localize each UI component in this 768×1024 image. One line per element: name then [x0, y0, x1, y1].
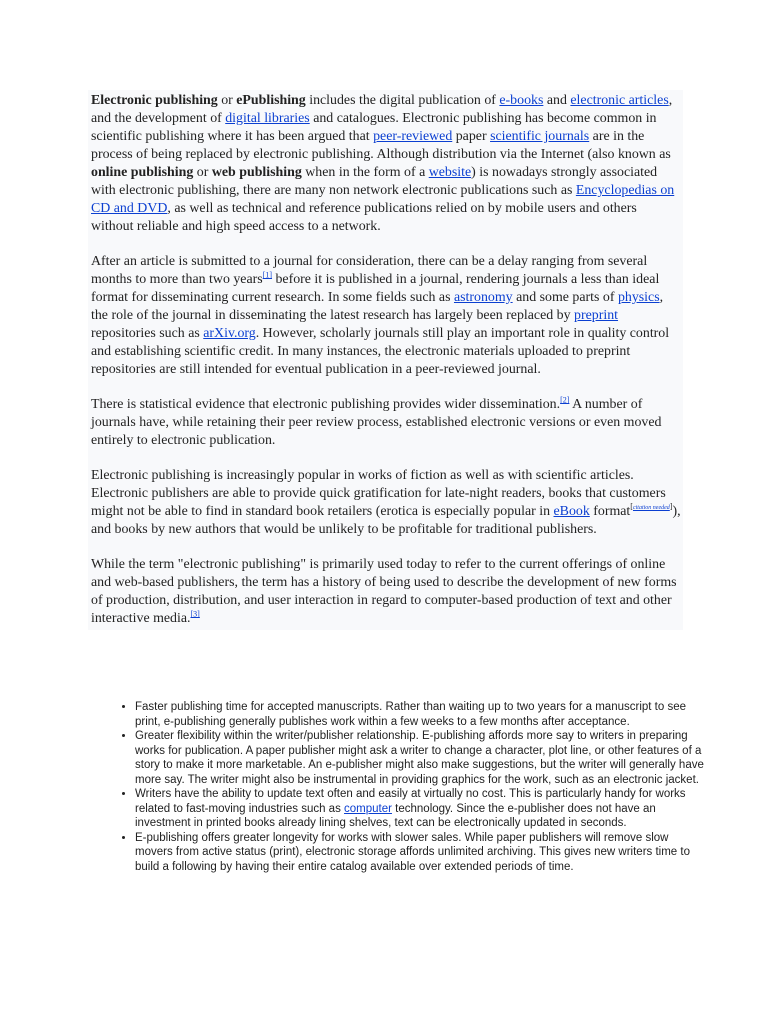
citation-needed[interactable] [630, 502, 672, 511]
link-physics[interactable]: physics [617, 290, 660, 305]
link-website[interactable]: website [428, 165, 472, 180]
list-item [135, 700, 705, 729]
paragraph-delay [91, 253, 681, 379]
link-arxiv[interactable]: arXiv.org [203, 326, 256, 341]
text: , the role of the journal in disseminating the latest research has largely been replaced by [91, 290, 664, 323]
article-body [88, 90, 683, 630]
text: While the term "electronic publishing" is primarily used today to refer to the current offerings of online and web-based publishers, the term has a history of being used to describe the development of new forms of production, distribution, and user interaction in regard to computer-based production of text and other interactive media. [91, 557, 677, 626]
link-digital-libraries[interactable]: digital libraries [225, 111, 310, 126]
list-item [135, 787, 705, 831]
list-item [135, 831, 705, 875]
text: . However, scholarly journals still play an important role in quality control and establishing scientific credit. In many instances, the electronic materials uploaded to preprint repositories are still intended for eventual publication in a peer-reviewed journal. [91, 326, 670, 377]
link-peer-reviewed[interactable]: peer-reviewed [373, 129, 453, 144]
text: Faster publishing time for accepted manuscripts. Rather than waiting up to two years for a manuscript to see print, e-publishing generally publishes work within a few weeks to a few months after acceptance. [135, 701, 686, 728]
link-astronomy[interactable]: astronomy [453, 290, 513, 305]
text: There is statistical evidence that electronic publishing provides wider dissemination. [91, 397, 561, 412]
paragraph-history [91, 556, 681, 628]
reference-1-link[interactable]: [1] [262, 270, 273, 280]
link-e-books[interactable]: e-books [499, 93, 544, 108]
text: Greater flexibility within the writer/publisher relationship. E-publishing affords more say to writers in preparing works for publication. A paper publisher might ask a writer to change a character, plot line, or other features of a story to make it more marketable. An e-publisher might also make suggestions, but the writer will generally have more say. The writer might also be instrumental in providing graphics for the work, such as an electronic jacket. [135, 730, 704, 786]
text: E-publishing offers greater longevity for works with slower sales. While paper publishers will remove slow movers from active status (print), electronic storage affords unlimited archiving. This gives new writers time to build a following by having their entire catalog available over extended periods of time. [135, 831, 690, 873]
term-electronic-publishing: Electronic publishing [91, 93, 218, 108]
text: After an article is submitted to a journal for consideration, there can be a delay ranging from several months to more than two years [91, 254, 648, 287]
text: or [217, 93, 237, 108]
reference-2[interactable] [560, 395, 569, 404]
bracket: ] [669, 502, 673, 512]
term-online-publishing: online publishing [91, 165, 194, 180]
text: Writers have the ability to update text often and easily at virtually no cost. This is particularly handy for works related to fast-moving industries such as [135, 788, 686, 815]
text: Electronic publishing is increasingly popular in works of fiction as well as with scientific articles. Electronic publishers are able to provide quick gratification for late-night readers, books that customers might not be able to find in standard book retailers (erotica is especially popular in [91, 468, 666, 519]
reference-2-link[interactable]: [2] [560, 395, 570, 405]
link-scientific-journals[interactable]: scientific journals [490, 129, 590, 144]
text: repositories such as [91, 326, 204, 341]
text: , and the development of [91, 93, 673, 126]
text: format [589, 504, 631, 519]
text: and some parts of [512, 290, 618, 305]
text: , as well as technical and reference publications relied on by mobile users and others without reliable and high speed access to a network. [91, 201, 637, 234]
reference-3[interactable] [191, 609, 200, 618]
paragraph-intro [91, 92, 681, 236]
link-ebook[interactable]: eBook [553, 504, 590, 519]
link-electronic-articles[interactable]: electronic articles [570, 93, 669, 108]
text: technology. Since the e-publisher does not have an investment in printed books already lining shelves, text can be electronically updated in seconds. [135, 802, 656, 829]
term-epublishing: ePublishing [236, 93, 306, 108]
paragraph-dissemination [91, 396, 681, 450]
list-item [135, 729, 705, 787]
advantages-list [108, 700, 705, 874]
text: or [193, 165, 212, 180]
paragraph-fiction [91, 467, 681, 539]
text: includes the digital publication of [305, 93, 500, 108]
text: when in the form of a [301, 165, 429, 180]
bracket: [ [630, 502, 633, 512]
link-preprint[interactable]: preprint [574, 308, 619, 323]
link-computer[interactable]: computer [344, 802, 392, 815]
text: before it is published in a journal, rendering journals a less than ideal format for disseminating current research. In some fields such as [91, 272, 660, 305]
text: and catalogues. Electronic publishing has become common in scientific publishing where it has been argued that [91, 111, 657, 144]
text: A number of journals have, while retaining their peer review process, established electronic versions or even moved entirely to electronic publication. [91, 397, 662, 448]
text: ) is nowadays strongly associated with electronic publishing, there are many non network electronic publications such as [91, 165, 658, 198]
reference-1[interactable] [263, 270, 272, 279]
link-encyclopedias-cd-dvd[interactable]: Encyclopedias on CD and DVD [91, 183, 675, 216]
text: paper [452, 129, 491, 144]
text: ), and books by new authors that would be unlikely to be profitable for traditional publishers. [91, 504, 681, 537]
text: and [543, 93, 571, 108]
text: are in the process of being replaced by electronic publishing. Although distribution via the Internet (also known as [91, 129, 671, 162]
term-web-publishing: web publishing [211, 165, 302, 180]
reference-3-link[interactable]: [3] [190, 609, 200, 619]
citation-needed-link[interactable]: citation needed [632, 505, 670, 512]
